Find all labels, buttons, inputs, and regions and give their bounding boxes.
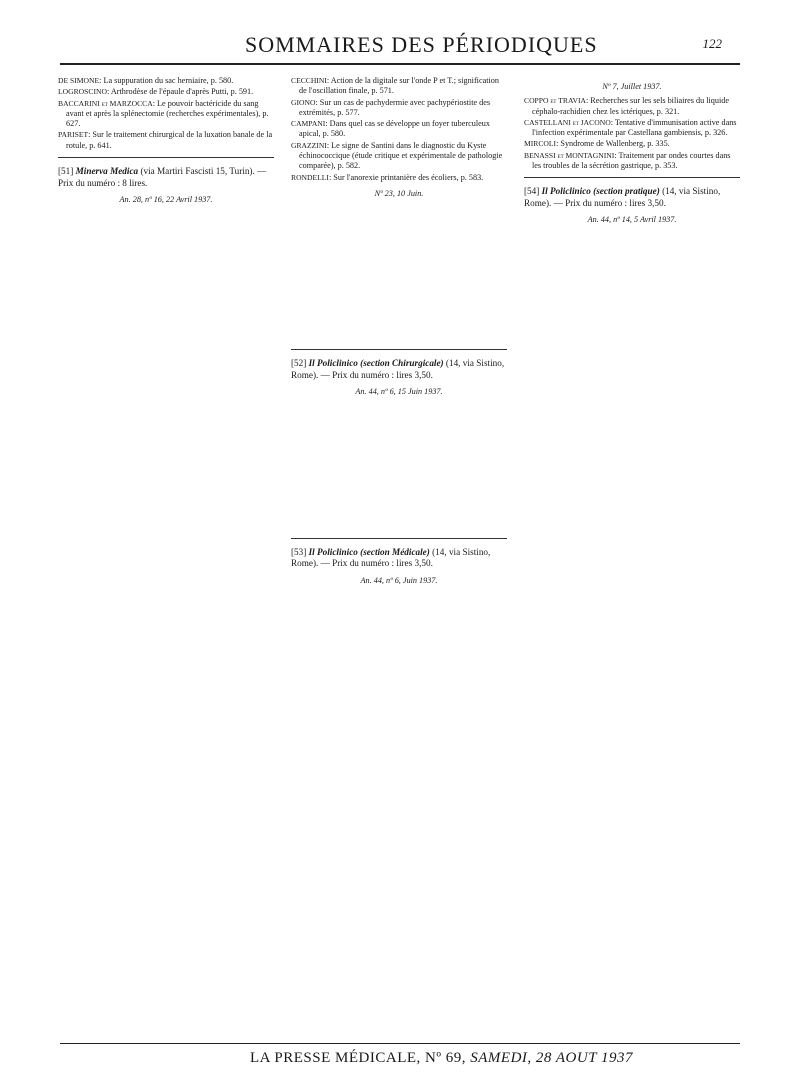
journal-details: (14, via Sistino, Rome). — Prix du numéro : lires 3,50.	[524, 186, 721, 208]
author: PARISET	[58, 130, 89, 140]
author: RONDELLI	[291, 172, 329, 182]
section-divider	[524, 177, 740, 178]
page-footer	[60, 1043, 740, 1066]
abstract-entry	[58, 87, 274, 97]
issue-date: Nº 23, 10 Juin.	[374, 188, 424, 198]
author: LOGROSCINO	[58, 87, 107, 97]
abstract-text: : Arthrodèse de l'épaule d'après Putti, p. 591.	[106, 87, 254, 97]
abstract-entry	[58, 76, 274, 86]
author: CECCHINI	[291, 76, 327, 85]
author: CAMPANI	[291, 119, 326, 129]
footer-text	[250, 1050, 633, 1067]
abstract-text: : La suppuration du sac herniaire, p. 580.	[99, 76, 234, 85]
abstract-text: : Le signe de Santini dans le diagnostic du Kyste échinococcique (étude critique et expérimentale de pathologie comparée), p. 582.	[299, 140, 503, 171]
section-divider	[58, 157, 274, 158]
page-title: SOMMAIRES DES PÉRIODIQUES	[245, 32, 598, 57]
abstract-entry	[291, 173, 507, 183]
issue-date: An. 44, nº 6, 15 Juin 1937.	[355, 387, 443, 397]
author: COPPO et TRAVIA	[524, 96, 586, 106]
journal-name: Il Policlinico (section Médicale)	[308, 546, 430, 557]
section-number: [54]	[524, 186, 540, 197]
abstract-list	[291, 76, 507, 183]
abstract-text: : Sur l'anorexie printanière des écoliers, p. 583.	[328, 172, 484, 182]
issue-date: An. 44, nº 6, Juin 1937.	[360, 575, 438, 585]
page-number: 122	[702, 36, 722, 51]
footer-date: SAMEDI, 28 AOUT 1937	[470, 1050, 634, 1066]
author: DE SIMONE	[58, 76, 100, 85]
section-52-header	[291, 358, 507, 381]
author: CASTELLANI et JACONO	[524, 117, 611, 127]
section-divider	[291, 538, 507, 539]
column-2	[291, 76, 507, 1036]
abstract-list	[58, 76, 274, 151]
column-1	[58, 76, 274, 1036]
issue-date: Nº 7, Juillet 1937.	[602, 82, 662, 91]
section-number: [53]	[291, 546, 307, 557]
abstract-entry	[524, 118, 740, 139]
column-3	[524, 76, 740, 1036]
section-53-header	[291, 547, 507, 570]
abstract-entry	[291, 141, 507, 172]
abstract-entry	[291, 98, 507, 119]
abstract-text: : Tentative d'immunisation active dans l'infection expérimentale par Castellana gambiensis, p. 326.	[532, 117, 737, 138]
abstract-entry	[524, 139, 740, 149]
abstract-text: : Sur un cas de pachydermie avec pachypériostite des extrémités, p. 577.	[299, 97, 491, 117]
author: GRAZZINI	[291, 140, 327, 150]
journal-details: (14, via Sistino, Rome). — Prix du numéro : lires 3,50.	[291, 546, 491, 569]
footer-journal: LA PRESSE MÉDICALE, Nº 69,	[250, 1050, 466, 1066]
section-divider	[291, 349, 507, 350]
abstract-entry	[58, 99, 274, 130]
journal-name: Il Policlinico (section pratique)	[541, 186, 660, 197]
issue-date: An. 44, nº 14, 5 Avril 1937.	[587, 215, 677, 225]
omitted-entries	[291, 402, 507, 532]
abstract-list	[524, 96, 740, 171]
abstract-text: : Syndrome de Wallenberg, p. 335.	[556, 139, 670, 149]
issue-date: An. 28, nº 16, 22 Avril 1937.	[119, 195, 213, 205]
section-51-header	[58, 166, 274, 189]
abstract-entry	[291, 76, 507, 97]
header-rule	[60, 63, 740, 65]
abstract-text: : Action de la digitale sur l'onde P et T.; signification de l'oscillation finale, p. 571.	[299, 76, 499, 96]
abstract-text: : Le pouvoir bactéricide du sang avant et après la splénectomie (recherches expérimentales), p. 627.	[66, 98, 269, 129]
abstract-text: : Sur le traitement chirurgical de la luxation banale de la rotule, p. 641.	[66, 130, 273, 150]
omitted-entries	[291, 203, 507, 343]
section-number: [51]	[58, 166, 74, 177]
journal-name: Il Policlinico (section Chirurgicale)	[308, 358, 444, 369]
author: BACCARINI et MARZOCCA	[58, 98, 153, 108]
abstract-entry	[291, 119, 507, 140]
section-number: [52]	[291, 358, 307, 369]
abstract-entry	[524, 151, 740, 172]
abstract-entry	[524, 96, 740, 117]
author: BENASSI et MONTAGNINI	[524, 150, 615, 160]
abstract-text: : Recherches sur les sels biliaires du liquide céphalo-rachidien chez les ictériques, p. 321.	[532, 96, 729, 116]
page-header	[60, 32, 740, 62]
author: MIRCOLI	[524, 139, 557, 149]
journal-details: (14, via Sistino, Rome). — Prix du numéro : lires 3,50.	[291, 358, 505, 380]
journal-details: (via Martiri Fascisti 15, Turin). — Prix du numéro : 8 lires.	[58, 166, 267, 188]
journal-name: Minerva Medica	[75, 166, 139, 177]
section-54-header	[524, 186, 740, 209]
abstract-text: : Traitement par ondes courtes dans les troubles de la sécrétion gastrique, p. 353.	[532, 150, 731, 171]
abstract-entry	[58, 130, 274, 151]
author: GIONO	[291, 97, 316, 107]
abstract-text: : Dans quel cas se développe un foyer tuberculeux apical, p. 580.	[299, 119, 490, 139]
